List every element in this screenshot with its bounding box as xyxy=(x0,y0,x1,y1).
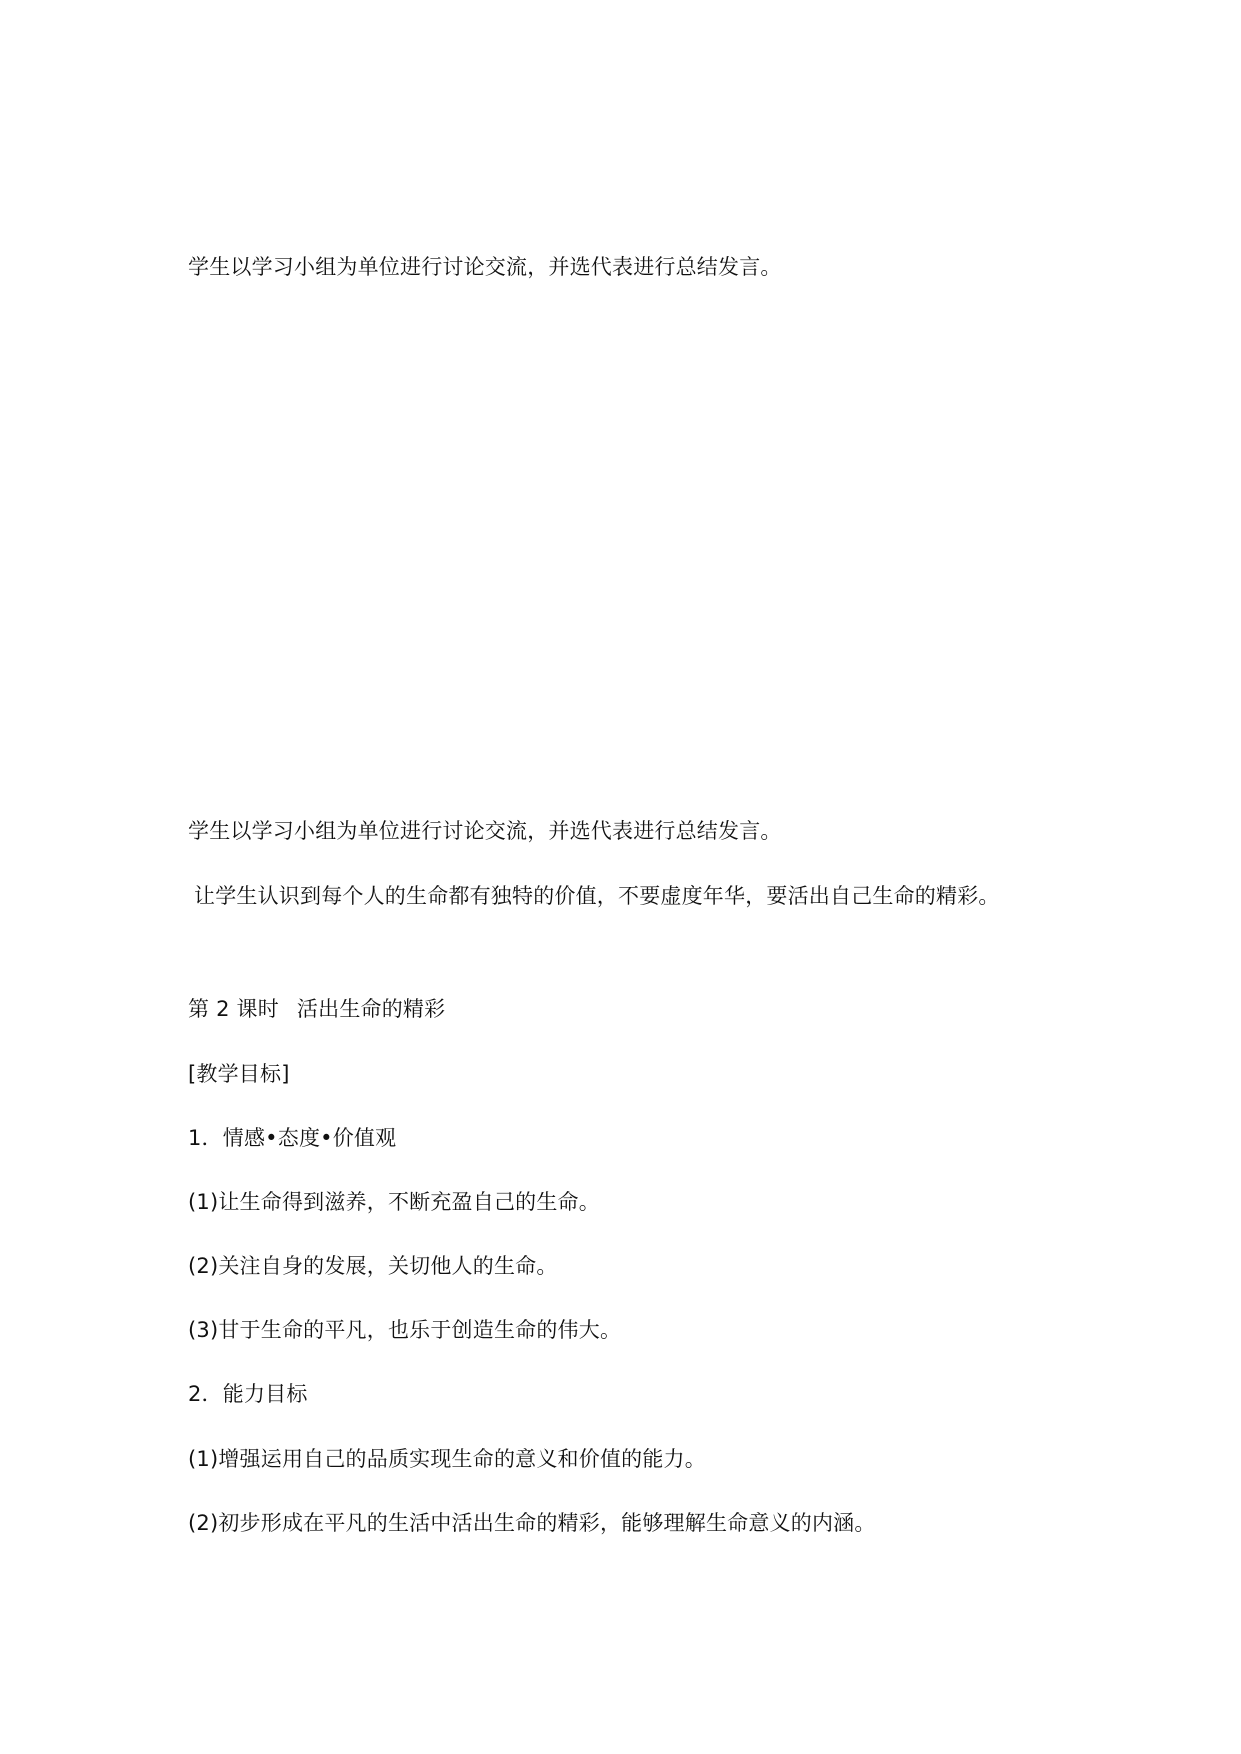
goal-1-item: (3)甘于生命的平凡，也乐于创造生命的伟大。 xyxy=(188,1318,622,1342)
goal-2-heading: 2．能力目标 xyxy=(188,1382,308,1406)
goal-1-item: (2)关注自身的发展，关切他人的生命。 xyxy=(188,1254,558,1278)
lesson-title xyxy=(188,995,445,1023)
goal-2-item: (1)增强运用自己的品质实现生命的意义和价值的能力。 xyxy=(188,1447,706,1471)
goal-1-heading: 1．情感•态度•价值观 xyxy=(188,1126,397,1150)
goal-2-item: (2)初步形成在平凡的生活中活出生命的精彩，能够理解生命意义的内涵。 xyxy=(188,1511,876,1535)
lesson-name: 活出生命的精彩 xyxy=(296,997,446,1021)
section-heading-teaching-goals: [教学目标] xyxy=(188,1062,290,1086)
goal-1-item: (1)让生命得到滋养，不断充盈自己的生命。 xyxy=(188,1190,600,1214)
lesson-number: 第 2 课时 xyxy=(188,997,279,1021)
paragraph-lesson-purpose: 让学生认识到每个人的生命都有独特的价值，不要虚度年华，要活出自己生命的精彩。 xyxy=(194,884,1000,908)
paragraph-group-discussion-2: 学生以学习小组为单位进行讨论交流，并选代表进行总结发言。 xyxy=(188,819,782,843)
paragraph-group-discussion-1: 学生以学习小组为单位进行讨论交流，并选代表进行总结发言。 xyxy=(188,255,782,279)
